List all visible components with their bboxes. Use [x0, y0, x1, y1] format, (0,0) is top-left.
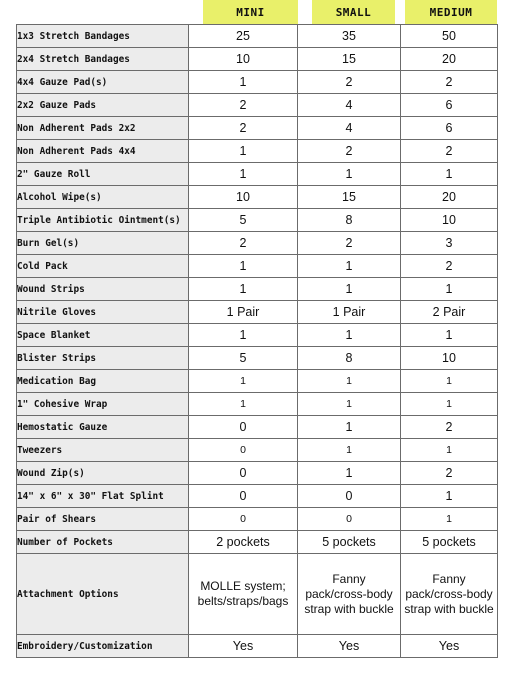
cell-medium: Yes [401, 635, 498, 658]
cell-small: 8 [298, 347, 401, 370]
cell-mini: 0 [189, 462, 298, 485]
table-row [17, 393, 498, 416]
cell-mini: 2 pockets [189, 531, 298, 554]
row-label: 14" x 6" x 30" Flat Splint [17, 485, 189, 508]
cell-medium: 1 [401, 163, 498, 186]
row-label: Medication Bag [17, 370, 189, 393]
cell-small: 8 [298, 209, 401, 232]
row-label: 1" Cohesive Wrap [17, 393, 189, 416]
row-label: Non Adherent Pads 4x4 [17, 140, 189, 163]
cell-mini: 25 [189, 25, 298, 48]
cell-medium: 1 [401, 485, 498, 508]
row-label: Tweezers [17, 439, 189, 462]
cell-small: 1 [298, 324, 401, 347]
table-row [17, 439, 498, 462]
cell-medium: 1 [401, 324, 498, 347]
cell-mini: 0 [189, 439, 298, 462]
cell-mini: 1 [189, 255, 298, 278]
table-row [17, 209, 498, 232]
row-label: 2" Gauze Roll [17, 163, 189, 186]
row-label: Blister Strips [17, 347, 189, 370]
cell-mini: 10 [189, 48, 298, 71]
kit-comparison-table [16, 24, 498, 658]
cell-mini: 1 [189, 324, 298, 347]
column-header-bar [0, 0, 515, 24]
cell-small: 1 Pair [298, 301, 401, 324]
cell-small: 1 [298, 370, 401, 393]
table-row [17, 508, 498, 531]
cell-medium: 1 [401, 393, 498, 416]
cell-small: 4 [298, 117, 401, 140]
cell-medium: Fanny pack/cross-body strap with buckle [401, 554, 498, 635]
cell-medium: 6 [401, 117, 498, 140]
table-row [17, 186, 498, 209]
cell-small: 1 [298, 462, 401, 485]
row-label: Pair of Shears [17, 508, 189, 531]
row-label: Alcohol Wipe(s) [17, 186, 189, 209]
table-row [17, 278, 498, 301]
cell-mini: 2 [189, 117, 298, 140]
column-header-small: SMALL [312, 0, 395, 24]
cell-small: 1 [298, 255, 401, 278]
table-row [17, 324, 498, 347]
cell-small: 15 [298, 48, 401, 71]
cell-medium: 2 [401, 416, 498, 439]
table-row [17, 71, 498, 94]
row-label: Number of Pockets [17, 531, 189, 554]
cell-small: 0 [298, 485, 401, 508]
cell-small: 1 [298, 163, 401, 186]
row-label: Wound Zip(s) [17, 462, 189, 485]
cell-mini: 0 [189, 508, 298, 531]
cell-medium: 1 [401, 439, 498, 462]
cell-mini: 5 [189, 347, 298, 370]
cell-mini: 1 [189, 370, 298, 393]
cell-mini: 10 [189, 186, 298, 209]
table-row [17, 94, 498, 117]
cell-mini: 1 [189, 163, 298, 186]
cell-small: 1 [298, 439, 401, 462]
cell-medium: 3 [401, 232, 498, 255]
cell-medium: 10 [401, 347, 498, 370]
cell-medium: 2 Pair [401, 301, 498, 324]
table-row [17, 301, 498, 324]
cell-small: 4 [298, 94, 401, 117]
cell-small: 1 [298, 393, 401, 416]
table-row [17, 554, 498, 635]
row-label: Burn Gel(s) [17, 232, 189, 255]
cell-small: 2 [298, 232, 401, 255]
cell-mini: 2 [189, 232, 298, 255]
table-row [17, 48, 498, 71]
cell-small: 35 [298, 25, 401, 48]
row-label: Wound Strips [17, 278, 189, 301]
table-row [17, 117, 498, 140]
row-label: Triple Antibiotic Ointment(s) [17, 209, 189, 232]
cell-medium: 5 pockets [401, 531, 498, 554]
table-row [17, 462, 498, 485]
row-label: Hemostatic Gauze [17, 416, 189, 439]
cell-medium: 2 [401, 71, 498, 94]
cell-small: 2 [298, 140, 401, 163]
cell-medium: 50 [401, 25, 498, 48]
cell-medium: 2 [401, 255, 498, 278]
cell-medium: 2 [401, 140, 498, 163]
cell-medium: 10 [401, 209, 498, 232]
cell-mini: 1 Pair [189, 301, 298, 324]
cell-medium: 2 [401, 462, 498, 485]
table-row [17, 255, 498, 278]
cell-small: 1 [298, 278, 401, 301]
row-label: Embroidery/Customization [17, 635, 189, 658]
row-label: Cold Pack [17, 255, 189, 278]
cell-medium: 20 [401, 48, 498, 71]
cell-mini: 0 [189, 485, 298, 508]
table-row [17, 531, 498, 554]
row-label: Attachment Options [17, 554, 189, 635]
table-row [17, 370, 498, 393]
cell-mini: 1 [189, 71, 298, 94]
cell-medium: 20 [401, 186, 498, 209]
cell-small: 0 [298, 508, 401, 531]
cell-mini: Yes [189, 635, 298, 658]
row-label: 1x3 Stretch Bandages [17, 25, 189, 48]
table-row [17, 232, 498, 255]
cell-mini: MOLLE system; belts/straps/bags [189, 554, 298, 635]
cell-mini: 1 [189, 393, 298, 416]
cell-medium: 1 [401, 508, 498, 531]
table-row [17, 485, 498, 508]
cell-small: 5 pockets [298, 531, 401, 554]
row-label: 2x2 Gauze Pads [17, 94, 189, 117]
cell-small: 15 [298, 186, 401, 209]
cell-mini: 1 [189, 278, 298, 301]
cell-medium: 1 [401, 370, 498, 393]
cell-mini: 2 [189, 94, 298, 117]
kit-table-body [17, 25, 498, 658]
cell-small: Fanny pack/cross-body strap with buckle [298, 554, 401, 635]
column-header-mini: MINI [203, 0, 298, 24]
row-label: 2x4 Stretch Bandages [17, 48, 189, 71]
cell-mini: 5 [189, 209, 298, 232]
row-label: 4x4 Gauze Pad(s) [17, 71, 189, 94]
row-label: Space Blanket [17, 324, 189, 347]
table-row [17, 25, 498, 48]
cell-small: Yes [298, 635, 401, 658]
column-header-medium: MEDIUM [405, 0, 497, 24]
cell-small: 1 [298, 416, 401, 439]
cell-small: 2 [298, 71, 401, 94]
cell-mini: 0 [189, 416, 298, 439]
table-row [17, 140, 498, 163]
table-row [17, 416, 498, 439]
table-row [17, 347, 498, 370]
cell-mini: 1 [189, 140, 298, 163]
table-row [17, 163, 498, 186]
cell-medium: 6 [401, 94, 498, 117]
cell-medium: 1 [401, 278, 498, 301]
row-label: Non Adherent Pads 2x2 [17, 117, 189, 140]
row-label: Nitrile Gloves [17, 301, 189, 324]
table-row [17, 635, 498, 658]
